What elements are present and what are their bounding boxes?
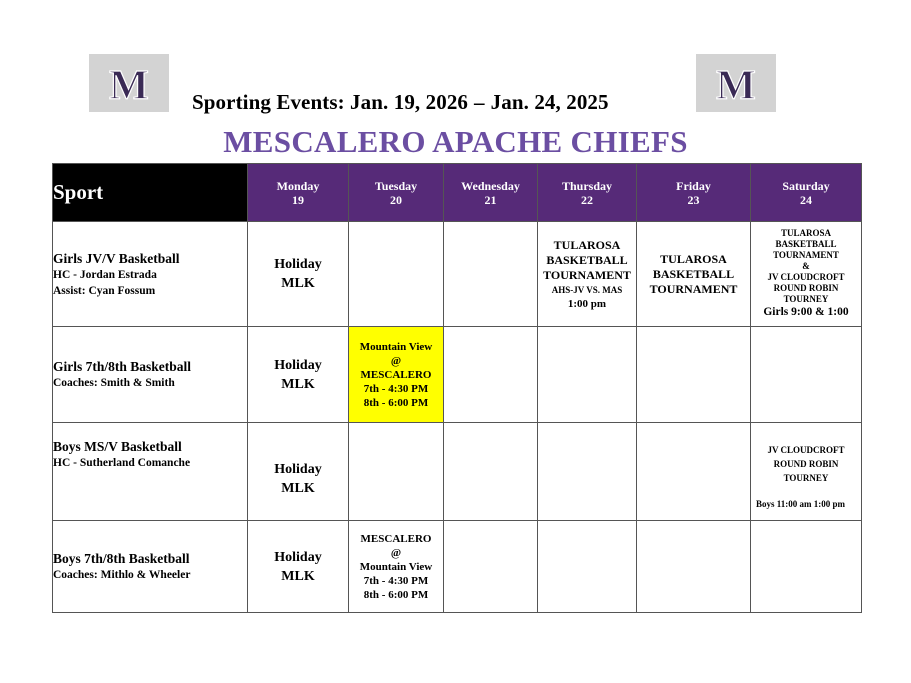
svg-text:M: M <box>716 63 756 105</box>
sport-cell: Boys MS/V Basketball HC - Sutherland Comanche <box>53 423 248 521</box>
title-date-start: Sporting Events: Jan. 19, 2026 <box>192 90 469 114</box>
empty-cell <box>637 327 751 423</box>
day-header-saturday: Saturday 24 <box>751 164 862 222</box>
team-name: MESCALERO APACHE CHIEFS <box>223 124 688 159</box>
sport-cell: Girls JV/V Basketball HC - Jordan Estrada Assist: Cyan Fossum <box>53 222 248 327</box>
table-row <box>53 423 862 521</box>
sport-cell: Girls 7th/8th Basketball Coaches: Smith & Smith <box>53 327 248 423</box>
empty-cell <box>444 423 538 521</box>
day-header-tuesday: Tuesday 20 <box>349 164 444 222</box>
day-header-thursday: Thursday 22 <box>538 164 637 222</box>
table-row <box>53 327 862 423</box>
holiday-cell: Holiday MLK <box>248 521 349 613</box>
event-cell: TULAROSA BASKETBALL TOURNAMENT <box>637 222 751 327</box>
empty-cell <box>538 521 637 613</box>
empty-cell <box>349 423 444 521</box>
day-header-monday: Monday 19 <box>248 164 349 222</box>
event-cell: MESCALERO @ Mountain View 7th - 4:30 PM 8th - 6:00 PM <box>349 521 444 613</box>
event-cell-highlighted: Mountain View @ MESCALERO 7th - 4:30 PM 8th - 6:00 PM <box>349 327 444 423</box>
empty-cell <box>751 327 862 423</box>
m-logo-icon <box>704 61 768 105</box>
empty-cell <box>349 222 444 327</box>
sport-cell: Boys 7th/8th Basketball Coaches: Mithlo & Wheeler <box>53 521 248 613</box>
empty-cell <box>637 521 751 613</box>
holiday-cell: Holiday MLK <box>248 327 349 423</box>
empty-cell <box>538 327 637 423</box>
title-date-end: Jan. 24, 2025 <box>490 90 609 114</box>
table-row <box>53 521 862 613</box>
sport-header: Sport <box>53 164 248 222</box>
event-cell: TULAROSA BASKETBALL TOURNAMENT & JV CLOUDCROFT ROUND ROBIN TOURNEY Girls 9:00 & 1:00 <box>751 222 862 327</box>
mescalero-logo-left <box>89 54 169 112</box>
event-cell: JV CLOUDCROFT ROUND ROBIN TOURNEY Boys 11:00 am 1:00 pm <box>751 423 862 521</box>
day-header-wednesday: Wednesday 21 <box>444 164 538 222</box>
table-row <box>53 222 862 327</box>
m-logo-icon <box>97 61 161 105</box>
day-header-friday: Friday 23 <box>637 164 751 222</box>
header-row <box>53 164 862 222</box>
svg-text:M: M <box>109 63 149 105</box>
mescalero-logo-right <box>696 54 776 112</box>
empty-cell <box>751 521 862 613</box>
empty-cell <box>444 222 538 327</box>
schedule-table <box>52 163 862 613</box>
page-title <box>192 90 609 115</box>
empty-cell <box>637 423 751 521</box>
empty-cell <box>444 327 538 423</box>
empty-cell <box>538 423 637 521</box>
empty-cell <box>444 521 538 613</box>
holiday-cell: Holiday MLK <box>248 423 349 521</box>
event-cell: TULAROSA BASKETBALL TOURNAMENT AHS-JV VS. MAS 1:00 pm <box>538 222 637 327</box>
title-dash: – <box>474 90 485 114</box>
holiday-cell: Holiday MLK <box>248 222 349 327</box>
